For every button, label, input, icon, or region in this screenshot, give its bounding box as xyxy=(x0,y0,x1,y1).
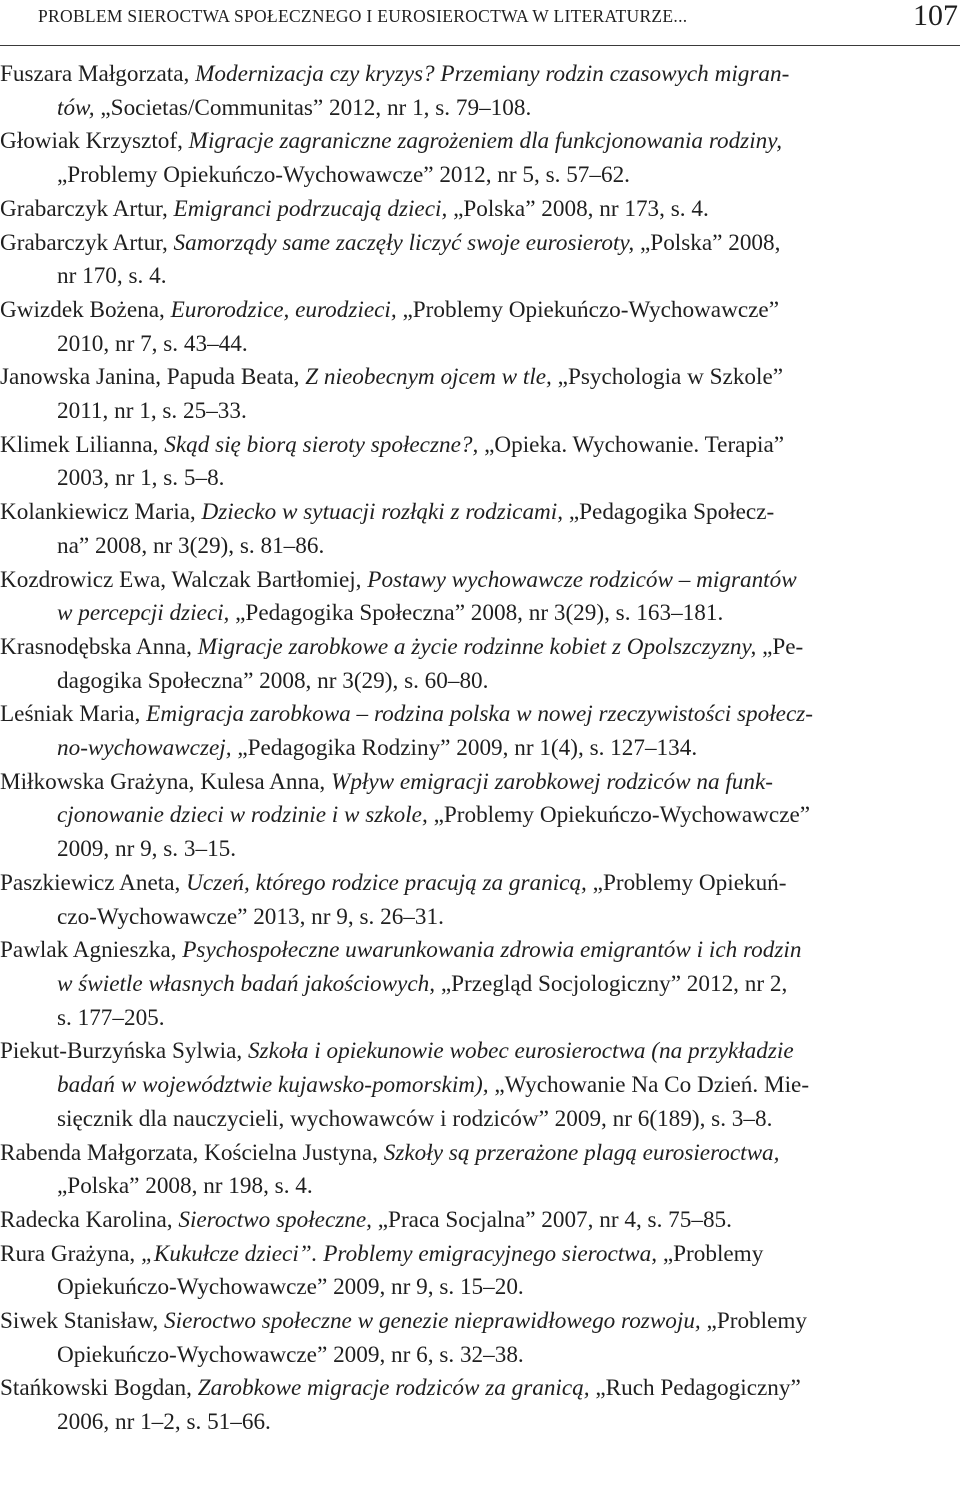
entry-source: „Problemy Opiekuńczo-Wychowawcze” 2009, nr 9, s. 15–20. xyxy=(57,1240,764,1301)
entry-title: Skąd się biorą sieroty społeczne?, xyxy=(164,431,479,458)
entry-authors: Paszkiewicz Aneta, xyxy=(0,869,187,896)
entry-authors: Piekut-Burzyńska Sylwia, xyxy=(0,1038,248,1065)
entry-title: Wpływ emigracji zarobkowej rodziców na funk- cjonowanie dzieci w rodzinie i w szkole, xyxy=(57,768,774,829)
bibliography-entry xyxy=(0,934,960,1035)
page-number: 107 xyxy=(913,0,958,32)
bibliography-entry xyxy=(0,294,960,361)
entry-title: Samorządy same zaczęły liczyć swoje eurosieroty, xyxy=(173,229,635,256)
bibliography-entry xyxy=(0,564,960,631)
entry-title: „Kukułcze dzieci”. Problemy emigracyjnego sieroctwa, xyxy=(141,1240,658,1267)
entry-source: „Problemy Opiekuńczo-Wychowawcze” 2009, nr 9, s. 3–15. xyxy=(57,802,811,863)
entry-source: „Polska” 2008, nr 198, s. 4. xyxy=(57,1173,313,1200)
entry-source: „Polska” 2008, nr 170, s. 4. xyxy=(57,229,781,290)
entry-source: „Przegląd Socjologiczny” 2012, nr 2, s. 177–205. xyxy=(57,970,788,1031)
entry-title: Szkoły są przerażone plagą eurosieroctwa, xyxy=(383,1139,780,1166)
bibliography-entry xyxy=(0,193,960,227)
bibliography-entry xyxy=(0,867,960,934)
entry-authors: Grabarczyk Artur, xyxy=(0,229,174,256)
entry-authors: Pawlak Agnieszka, xyxy=(0,937,183,964)
running-title: PROBLEM SIEROCTWA SPOŁECZNEGO I EUROSIEROCTWA W LITERATURZE... xyxy=(38,6,688,26)
entry-authors: Krasnodębska Anna, xyxy=(0,633,198,660)
entry-source: „Problemy Opiekuńczo-Wychowawcze” 2010, nr 7, s. 43–44. xyxy=(57,296,779,357)
entry-title: Eurorodzice, eurodzieci, xyxy=(170,296,397,323)
bibliography-entry xyxy=(0,1035,960,1136)
entry-source: „Opieka. Wychowanie. Terapia” 2003, nr 1, s. 5–8. xyxy=(57,431,785,492)
bibliography-entry xyxy=(0,496,960,563)
entry-authors: Fuszara Małgorzata, xyxy=(0,61,196,87)
entry-authors: Radecka Karolina, xyxy=(0,1206,179,1233)
running-header xyxy=(0,0,960,46)
entry-title: Uczeń, którego rodzice pracują za granicą, xyxy=(186,869,587,896)
entry-source: „Wychowanie Na Co Dzień. Mie- sięcznik dla nauczycieli, wychowawców i rodziców” 2009, nr 6(189), s. 3–8. xyxy=(57,1072,810,1132)
entry-authors: Stańkowski Bogdan, xyxy=(0,1375,198,1402)
entry-authors: Miłkowska Grażyna, Kulesa Anna, xyxy=(0,768,331,795)
entry-title: Dziecko w sytuacji rozłąki z rodzicami, xyxy=(201,499,564,526)
entry-source: „Pedagogika Rodziny” 2009, nr 1(4), s. 127–134. xyxy=(231,735,698,762)
entry-authors: Grabarczyk Artur, xyxy=(0,195,174,222)
entry-source: „Problemy Opiekuńczo-Wychowawcze” 2009, nr 6, s. 32–38. xyxy=(57,1308,807,1368)
entry-authors: Janowska Janina, Papuda Beata, xyxy=(0,364,306,391)
bibliography-entry xyxy=(0,766,960,867)
entry-authors: Siwek Stanisław, xyxy=(0,1308,165,1335)
bibliography-entry xyxy=(0,125,960,192)
bibliography-entry xyxy=(0,1137,960,1204)
entry-authors: Kozdrowicz Ewa, Walczak Bartłomiej, xyxy=(0,566,368,593)
entry-title: Migracje zarobkowe a życie rodzinne kobiet z Opolszczyzny, xyxy=(197,633,757,660)
entry-title: Sieroctwo społeczne w genezie nieprawidłowego rozwoju, xyxy=(164,1308,701,1335)
entry-authors: Gwizdek Bożena, xyxy=(0,296,171,323)
bibliography-list xyxy=(0,58,960,1440)
entry-authors: Leśniak Maria, xyxy=(0,701,147,728)
bibliography-entry xyxy=(0,227,960,294)
bibliography-entry xyxy=(0,361,960,428)
entry-title: Emigracja zarobkowa – rodzina polska w nowej rzeczywistości społecz- no-wychowawczej, xyxy=(57,701,813,762)
entry-source: „Praca Socjalna” 2007, nr 4, s. 75–85. xyxy=(371,1206,732,1233)
bibliography-entry xyxy=(0,58,960,125)
entry-source: „Problemy Opiekuń- czo-Wychowawcze” 2013, nr 9, s. 26–31. xyxy=(57,869,787,930)
entry-title: Psychospołeczne uwarunkowania zdrowia emigrantów i ich rodzin w świetle własnych badań jakościowych, xyxy=(57,937,802,997)
entry-authors: Kolankiewicz Maria, xyxy=(0,499,202,526)
bibliography-entry xyxy=(0,1305,960,1372)
bibliography-entry xyxy=(0,1238,960,1305)
entry-source: „Pedagogika Społecz- na” 2008, nr 3(29), s. 81–86. xyxy=(57,499,775,559)
entry-source: „Pe- dagogika Społeczna” 2008, nr 3(29), s. 60–80. xyxy=(57,633,804,694)
entry-authors: Rura Grażyna, xyxy=(0,1240,141,1267)
entry-title: Emigranci podrzucają dzieci, xyxy=(173,195,448,222)
entry-source: „Problemy Opiekuńczo-Wychowawcze” 2012, nr 5, s. 57–62. xyxy=(57,162,630,189)
entry-title: Szkoła i opiekunowie wobec eurosieroctwa (na przykładzie badań w województwie kujawsko-pomorskim), xyxy=(57,1038,794,1099)
entry-authors: Rabenda Małgorzata, Kościelna Justyna, xyxy=(0,1139,384,1166)
bibliography-entry xyxy=(0,698,960,765)
entry-title: Migracje zagraniczne zagrożeniem dla funkcjonowania rodziny, xyxy=(188,128,783,155)
entry-source: „Ruch Pedagogiczny” 2006, nr 1–2, s. 51–66. xyxy=(57,1375,801,1436)
entry-title: Sieroctwo społeczne, xyxy=(178,1206,372,1233)
bibliography-entry xyxy=(0,1204,960,1238)
bibliography-entry xyxy=(0,1372,960,1439)
entry-source: „Polska” 2008, nr 173, s. 4. xyxy=(447,195,709,222)
entry-title: Zarobkowe migracje rodziców za granicą, xyxy=(197,1375,590,1402)
entry-source: „Pedagogika Społeczna” 2008, nr 3(29), s. 163–181. xyxy=(229,600,724,627)
entry-title: Z nieobecnym ojcem w tle, xyxy=(305,364,552,391)
bibliography-entry xyxy=(0,429,960,496)
entry-source: „Societas/Communitas” 2012, nr 1, s. 79–108. xyxy=(94,94,532,121)
entry-authors: Głowiak Krzysztof, xyxy=(0,128,189,155)
bibliography-entry xyxy=(0,631,960,698)
entry-authors: Klimek Lilianna, xyxy=(0,431,165,458)
entry-source: „Psychologia w Szkole” 2011, nr 1, s. 25–33. xyxy=(57,364,784,425)
entry-title: Postawy wychowawcze rodziców – migrantów w percepcji dzieci, xyxy=(57,566,797,627)
entry-title: Modernizacja czy kryzys? Przemiany rodzin czasowych migran- tów, xyxy=(57,61,790,121)
